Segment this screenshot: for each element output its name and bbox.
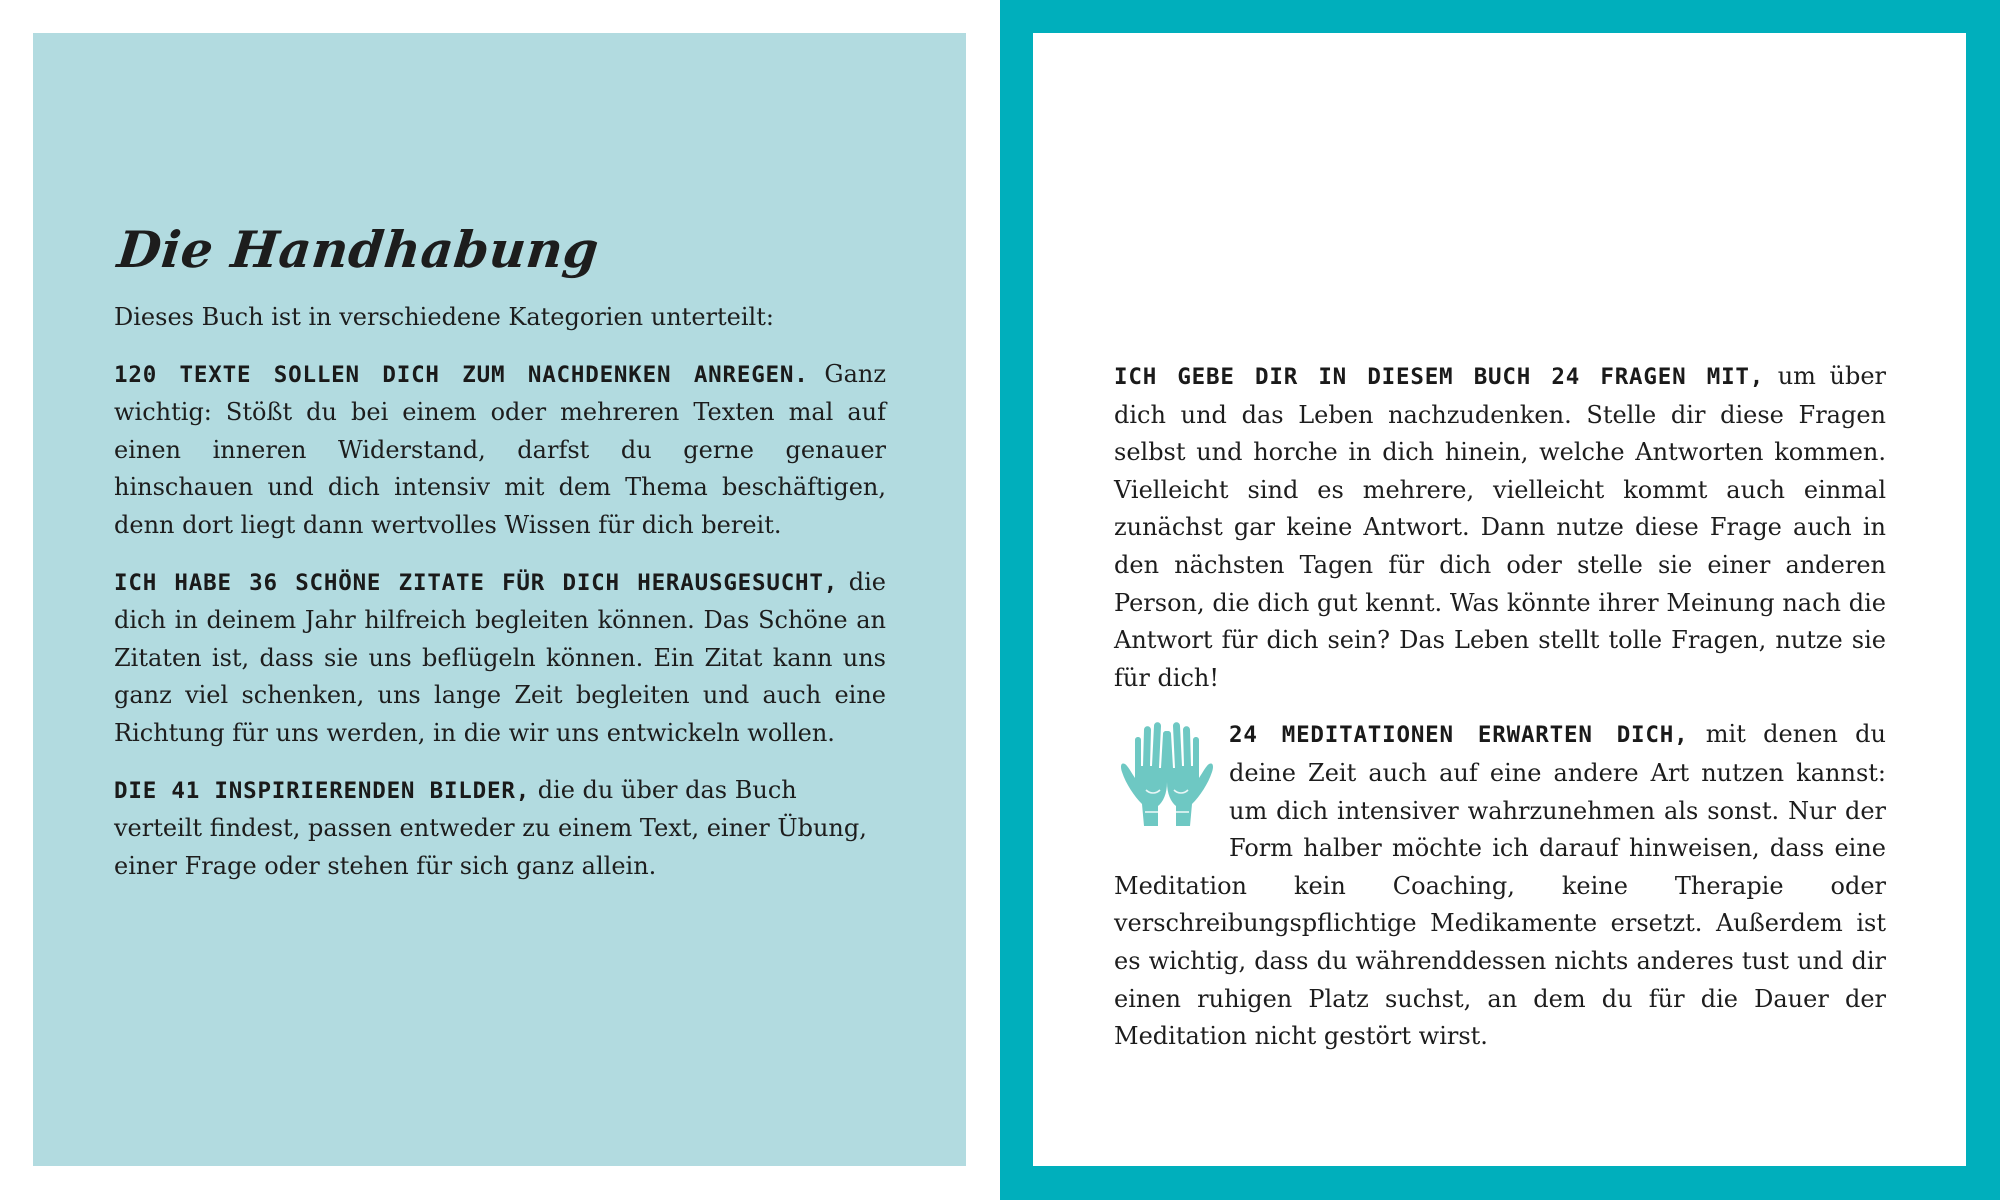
paragraph-images bbox=[114, 772, 886, 886]
paragraph-body: die dich in deinem Jahr hilfreich begleiten können. Das Schöne an Zitaten ist, dass sie uns beflügeln können. Ein Zitat kann uns ganz viel schenken, uns lange Zeit begleiten und auch eine Richtung für uns werden, in die wir uns entwickeln wollen. bbox=[114, 567, 886, 747]
left-text-column bbox=[114, 299, 886, 904]
paragraph-lead: 120 TEXTE SOLLEN DICH ZUM NACHDENKEN ANREGEN. bbox=[114, 361, 809, 388]
paragraph-quotes bbox=[114, 564, 886, 753]
intro-text: Dieses Buch ist in verschiedene Kategorien unterteilt: bbox=[114, 303, 774, 331]
right-text-column bbox=[1114, 358, 1886, 1075]
paragraph-body: um über dich und das Leben nachzudenken. Stelle dir diese Fragen selbst und horche in dich hinein, welche Antworten kommen. Vielleicht sind es mehrere, vielleicht kommt auch einmal zunächst gar keine Antwort. Dann nutze diese Frage auch in den nächsten Tagen für dich oder stelle sie einer anderen Person, die dich gut kennt. Was könnte ihrer Meinung nach die Antwort für dich sein? Das Leben stellt tolle Fragen, nutze sie für dich! bbox=[1114, 362, 1886, 692]
paragraph-body: mit denen du deine Zeit auch auf eine andere Art nutzen kannst: um dich intensiver wahrzunehmen als sonst. Nur der Form halber möchte ich darauf hinweisen, dass eine Meditation kein Coaching, keine Therapie oder verschreibungspflichtige Medikamente ersetzt. Außerdem ist es wichtig, dass du währenddessen nichts anderes tust und dir einen ruhigen Platz suchst, an dem du für die Dauer der Meditation nicht gestört wirst. bbox=[1114, 720, 1886, 1051]
paragraph-lead: ICH HABE 36 SCHÖNE ZITATE FÜR DICH HERAUSGESUCHT, bbox=[114, 569, 839, 596]
praying-hands-icon bbox=[1114, 720, 1220, 830]
paragraph-body: die du über das Buch verteilt findest, passen entweder zu einem Text, einer Übung, einer Frage oder stehen für sich ganz allein. bbox=[114, 775, 867, 880]
paragraph-questions bbox=[1114, 358, 1886, 697]
paragraph-lead: ICH GEBE DIR IN DIESEM BUCH 24 FRAGEN MIT, bbox=[1114, 364, 1765, 390]
paragraph-meditations bbox=[1114, 716, 1886, 1055]
paragraph-texts bbox=[114, 356, 886, 545]
paragraph-lead: 24 MEDITATIONEN ERWARTEN DICH, bbox=[1229, 722, 1689, 749]
paragraph-body: Ganz wichtig: Stößt du bei einem oder mehreren Texten mal auf einen inneren Widerstand, darfst du gerne genauer hinschauen und dich intensiv mit dem Thema beschäftigen, denn dort liegt dann wertvolles Wissen für dich bereit. bbox=[114, 359, 886, 539]
section-heading: Die Handhabung bbox=[114, 220, 602, 279]
paragraph-lead: DIE 41 INSPIRIERENDEN BILDER, bbox=[114, 777, 531, 804]
